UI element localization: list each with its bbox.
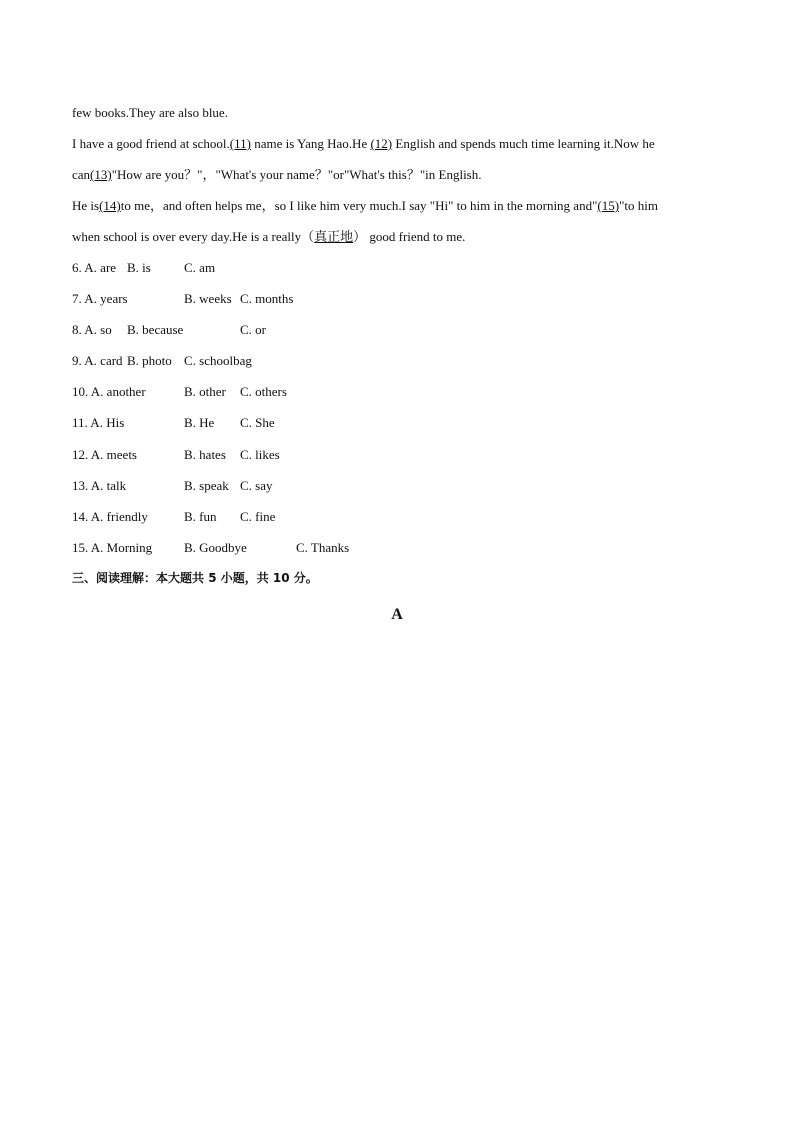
passage-line-4 [72, 194, 712, 225]
question-row [72, 287, 712, 318]
passage-line-3 [72, 163, 712, 194]
passage-text: to me，and often helps me，so I like him very much.I say "Hi" to him in the morning and" [120, 198, 598, 213]
question-row [72, 411, 712, 442]
passage-line-2 [72, 132, 712, 163]
section-heading-text: 三、阅读理解：本大题共 [72, 570, 209, 585]
question-row [72, 505, 712, 536]
question-list [72, 256, 712, 567]
passage-text: can [72, 167, 91, 182]
passage-text: "How are you？"，"What's your name？"or"What's this？"in English. [111, 167, 482, 182]
option-b: B. Goodbye [184, 539, 247, 555]
question-row [72, 349, 712, 380]
passage-line-5 [72, 225, 712, 256]
question-row [72, 256, 712, 287]
option-b: B. He [184, 415, 215, 431]
option-c: C. likes [240, 446, 280, 462]
section-heading [72, 567, 712, 601]
blank-11: (11) [229, 136, 251, 151]
passage-text: He is [72, 198, 100, 213]
gloss-word: 真正地 [314, 229, 354, 244]
passage-text: name is Yang Hao.He [250, 136, 371, 151]
passage-text: ） good friend to me. [353, 229, 466, 244]
option-a: 12. A. meets [72, 446, 137, 462]
option-b: B. fun [184, 508, 217, 524]
option-c: C. am [184, 260, 216, 275]
option-b: B. weeks [184, 291, 232, 307]
passage-text: few books.They are also blue. [72, 105, 228, 120]
passage-text: when school is over every day.He is a really（ [72, 229, 315, 244]
blank-15: (15) [597, 198, 620, 213]
question-row [72, 536, 712, 567]
blank-13: (13) [90, 167, 112, 182]
question-row [72, 318, 712, 349]
document-page [72, 101, 712, 601]
passage-text: "to him [619, 198, 658, 213]
option-a: 13. A. talk [72, 477, 127, 493]
option-c: C. schoolbag [184, 353, 252, 369]
option-a: 14. A. friendly [72, 508, 148, 524]
option-c: C. Thanks [296, 539, 350, 555]
option-a: 9. A. card [72, 353, 123, 369]
option-c: C. others [240, 384, 287, 400]
section-count: 5 [208, 570, 217, 585]
option-b: B. photo [127, 353, 172, 369]
option-c: C. say [240, 477, 273, 493]
option-a: 11. A. His [72, 415, 125, 431]
blank-14: (14) [99, 198, 121, 213]
option-b: B. other [184, 384, 226, 400]
option-b: B. speak [184, 477, 229, 493]
passage-line-1 [72, 101, 712, 132]
section-heading-text: 小题，共 [216, 570, 273, 585]
question-row [72, 474, 712, 505]
option-c: C. fine [240, 508, 276, 524]
option-a: 8. A. so [72, 322, 112, 338]
question-row [72, 380, 712, 411]
option-c: C. or [240, 322, 266, 338]
blank-12: (12) [370, 136, 393, 151]
option-c: C. She [240, 415, 275, 431]
section-heading-text: 分。 [289, 570, 318, 585]
option-b: B. because [127, 322, 184, 338]
option-b: B. is [127, 260, 151, 275]
option-c: C. months [240, 291, 294, 307]
option-a: 10. A. another [72, 384, 146, 400]
option-a: 15. A. Morning [72, 539, 153, 555]
passage-text: English and spends much time learning it.Now he [392, 136, 655, 151]
question-row [72, 443, 712, 474]
section-score: 10 [272, 570, 290, 585]
option-b: B. hates [184, 446, 226, 462]
passage-label: A [391, 606, 403, 623]
option-a: 7. A. years [72, 291, 128, 307]
option-a: 6. A. are [72, 260, 117, 275]
passage-text: I have a good friend at school. [72, 136, 230, 151]
